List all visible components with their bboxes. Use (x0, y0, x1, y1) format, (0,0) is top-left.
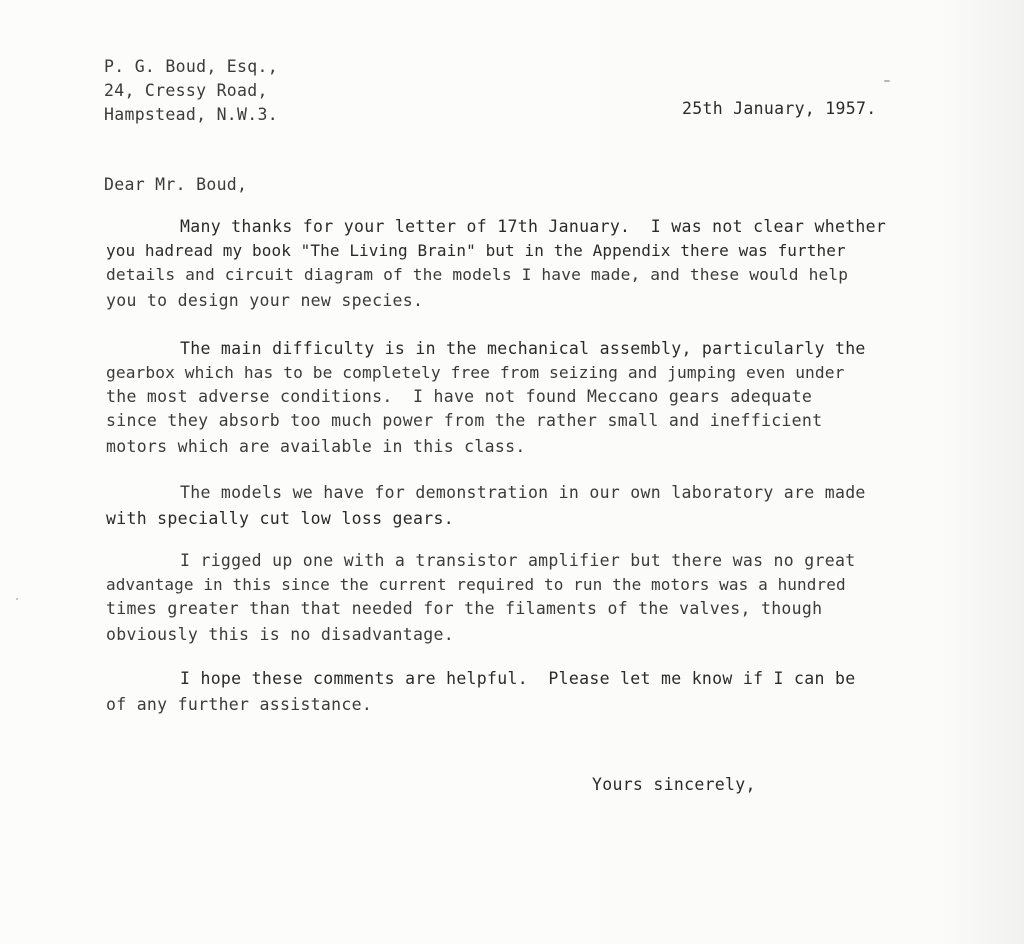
paper-speck (16, 598, 18, 600)
paragraph-1-line-4: you to design your new species. (106, 291, 424, 310)
address-street: 24, Cressy Road, (104, 81, 268, 100)
paragraph-1-line-3: details and circuit diagram of the models I have made, and these would help (106, 265, 849, 284)
paragraph-5-line-1: I hope these comments are helpful. Please let me know if I can be (180, 669, 856, 688)
paragraph-4-line-3: times greater than that needed for the filaments of the valves, though (106, 599, 823, 618)
paragraph-2-line-3: the most adverse conditions. I have not found Meccano gears adequate (106, 387, 813, 406)
letter-date: 25th January, 1957. (682, 99, 877, 118)
paragraph-3-line-2: with specially cut low loss gears. (106, 509, 454, 528)
paragraph-4-line-1: I rigged up one with a transistor amplifier but there was no great (180, 551, 856, 570)
paragraph-3-line-1: The models we have for demonstration in our own laboratory are made (180, 483, 866, 502)
paragraph-5-line-2: of any further assistance. (106, 695, 373, 714)
address-name: P. G. Boud, Esq., (104, 57, 278, 76)
paragraph-2-line-1: The main difficulty is in the mechanical assembly, particularly the (180, 339, 866, 358)
paragraph-1-line-1: Many thanks for your letter of 17th January. I was not clear whether (180, 217, 887, 236)
closing: Yours sincerely, (592, 775, 756, 794)
paragraph-2-line-2: gearbox which has to be completely free from seizing and jumping even under (106, 363, 845, 382)
paragraph-4-line-4: obviously this is no disadvantage. (106, 625, 454, 644)
paragraph-2-line-4: since they absorb too much power from the rather small and inefficient (106, 411, 823, 430)
salutation: Dear Mr. Boud, (104, 175, 248, 194)
paragraph-1-line-2: you hadread my book "The Living Brain" but in the Appendix there was further (106, 241, 846, 260)
paper-speck (884, 80, 890, 82)
address-city: Hampstead, N.W.3. (104, 105, 278, 124)
paragraph-4-line-2: advantage in this since the current required to run the motors was a hundred (106, 575, 846, 594)
paragraph-2-line-5: motors which are available in this class. (106, 437, 526, 456)
